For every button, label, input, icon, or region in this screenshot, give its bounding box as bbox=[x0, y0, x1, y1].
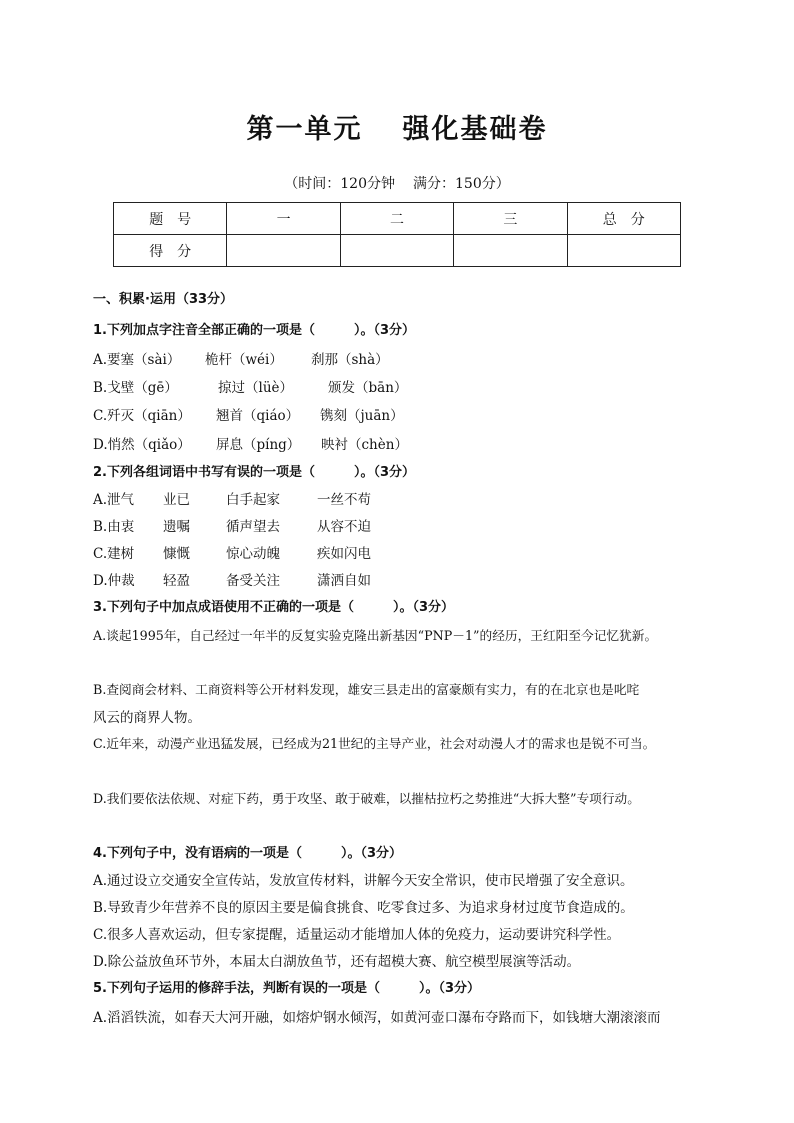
option-text: D.我们要依法依规、对症下药，勇于攻坚、敢于破难，以摧枯拉朽之势推进“大拆大整”专项行动。 bbox=[93, 791, 640, 806]
question-stem: 5.下列句子运用的修辞手法，判断有误的一项是（ ）。（3分） bbox=[93, 981, 481, 996]
table-row bbox=[114, 235, 681, 267]
section-heading: 一、积累·运用（33分） bbox=[93, 292, 234, 307]
table-cell: 一 bbox=[227, 203, 340, 235]
option-text: A.滔滔铁流，如春天大河开融，如熔炉钢水倾泻，如黄河壶口瀑布夺路而下，如钱塘大潮滚滚而 bbox=[93, 1010, 661, 1026]
question-stem: 3.下列句子中加点成语使用不正确的一项是（ ）。（3分） bbox=[93, 600, 455, 615]
option: C.歼灭（qiān） bbox=[93, 408, 191, 424]
option: 业已 bbox=[163, 492, 190, 508]
option-row bbox=[93, 379, 407, 397]
option: 遗嘱 bbox=[163, 519, 190, 535]
option: 轻盈 bbox=[163, 573, 190, 589]
option: B.由衷 bbox=[93, 519, 135, 535]
option-row bbox=[93, 436, 408, 454]
option: 循声望去 bbox=[226, 519, 280, 535]
table-cell: 二 bbox=[340, 203, 453, 235]
table-row bbox=[114, 203, 681, 235]
page-title bbox=[0, 107, 794, 146]
option: 白手起家 bbox=[226, 492, 280, 508]
exam-meta bbox=[0, 173, 794, 193]
option: 镌刻（juān） bbox=[320, 408, 404, 424]
option-row bbox=[93, 407, 404, 425]
time-limit: （时间：120分钟 bbox=[284, 176, 395, 192]
table-cell: 三 bbox=[454, 203, 567, 235]
option-text: 风云的商界人物。 bbox=[93, 710, 201, 726]
option: 桅杆（wéi） bbox=[205, 352, 283, 368]
option-row bbox=[93, 491, 371, 509]
table-cell: 题 号 bbox=[114, 203, 227, 235]
option: 一丝不苟 bbox=[317, 492, 371, 508]
title-unit: 第一单元 bbox=[246, 114, 363, 145]
option: C.建树 bbox=[93, 546, 135, 562]
option-text: C.近年来，动漫产业迅猛发展，已经成为21世纪的主导产业，社会对动漫人才的需求也是锐不可当。 bbox=[93, 736, 656, 751]
option: D.仲裁 bbox=[93, 573, 135, 589]
option: 慷慨 bbox=[163, 546, 190, 562]
option: D.悄然（qiǎo） bbox=[93, 437, 191, 453]
option: A.泄气 bbox=[93, 492, 135, 508]
option-text: C.很多人喜欢运动，但专家提醒，适量运动才能增加人体的免疫力，运动要讲究科学性。 bbox=[93, 927, 621, 943]
option: 疾如闪电 bbox=[317, 546, 371, 562]
question-stem: 1.下列加点字注音全部正确的一项是（ ）。（3分） bbox=[93, 323, 416, 338]
option-text: D.除公益放鱼环节外，本届太白湖放鱼节，还有超模大赛、航空模型展演等活动。 bbox=[93, 954, 581, 970]
option: 刹那（shà） bbox=[311, 352, 389, 368]
table-cell: 总 分 bbox=[567, 203, 680, 235]
score-cell bbox=[567, 235, 680, 267]
question-stem: 4.下列句子中，没有语病的一项是（ ）。（3分） bbox=[93, 846, 403, 861]
option: 从容不迫 bbox=[317, 519, 371, 535]
option-text: B.查阅商会材料、工商资料等公开材料发现，雄安三县走出的富豪颇有实力，有的在北京也是叱咤 bbox=[93, 682, 640, 697]
score-cell bbox=[454, 235, 567, 267]
option: 掠过（lüè） bbox=[218, 380, 294, 396]
option: 潇洒自如 bbox=[317, 573, 371, 589]
option: 惊心动魄 bbox=[226, 546, 280, 562]
option-row bbox=[93, 545, 371, 563]
option-row bbox=[93, 351, 389, 369]
option: A.要塞（sài） bbox=[93, 352, 181, 368]
option: 翘首（qiáo） bbox=[216, 408, 300, 424]
option-text: B.导致青少年营养不良的原因主要是偏食挑食、吃零食过多、为追求身材过度节食造成的。 bbox=[93, 900, 634, 916]
option: 颁发（bān） bbox=[328, 380, 408, 396]
question-stem: 2.下列各组词语中书写有误的一项是（ ）。（3分） bbox=[93, 465, 416, 480]
option-text: A.谈起1995年，自己经过一年半的反复实验克隆出新基因“PNP－1”的经历，王红阳至今记忆犹新。 bbox=[93, 628, 658, 643]
option-row bbox=[93, 518, 371, 536]
score-cell bbox=[227, 235, 340, 267]
option: 备受关注 bbox=[226, 573, 280, 589]
full-score: 满分：150分） bbox=[413, 176, 510, 192]
score-cell bbox=[340, 235, 453, 267]
title-paper: 强化基础卷 bbox=[402, 114, 548, 145]
score-table bbox=[113, 202, 681, 267]
option: 映衬（chèn） bbox=[321, 437, 408, 453]
option: B.戈壁（gē） bbox=[93, 380, 178, 396]
table-cell: 得 分 bbox=[114, 235, 227, 267]
option: 屏息（píng） bbox=[216, 437, 301, 453]
option-row bbox=[93, 572, 371, 590]
option-text: A.通过设立交通安全宣传站，发放宣传材料，讲解今天安全常识，使市民增强了安全意识。 bbox=[93, 873, 634, 889]
